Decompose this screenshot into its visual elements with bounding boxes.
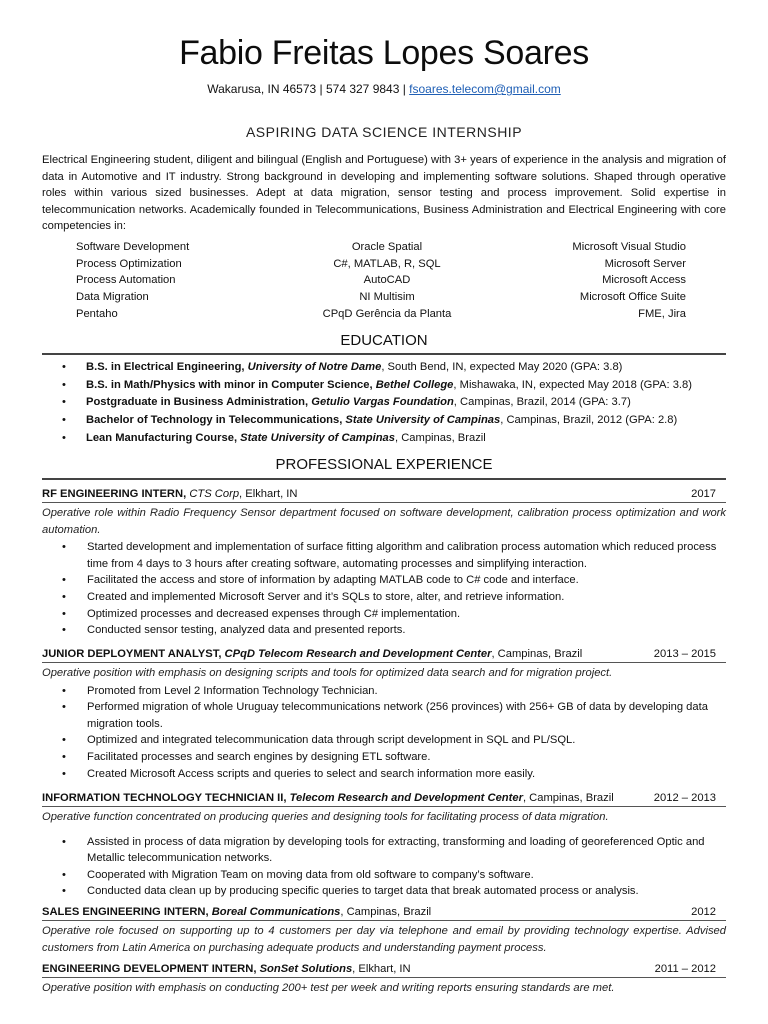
experience-divider [42, 478, 726, 480]
objective-heading: ASPIRING DATA SCIENCE INTERNSHIP [245, 124, 523, 140]
education-details: , Campinas, Brazil, 2014 (GPA: 3.7) [453, 396, 631, 409]
bullet-icon: • [62, 868, 66, 881]
competency-item: AutoCAD [363, 274, 411, 287]
degree: Bachelor of Technology in Telecommunications, [86, 414, 343, 427]
bullet-icon: • [62, 624, 66, 637]
job-description: Operative position with emphasis on designing scripts and tools for optimized data search and for migration project. [42, 667, 613, 679]
job-dates: 2012 – 2013 [653, 792, 716, 804]
job-dates: 2017 [691, 488, 716, 500]
job-bullet [42, 883, 726, 900]
job-description: Operative role within Radio Frequency Sensor department focused on software development, calibration process optimization and work automation. [42, 507, 726, 536]
bullet-text: Optimized and integrated telecommunication data through script development in SQL and PL/SQL. [87, 734, 576, 747]
job-title: ENGINEERING DEVELOPMENT INTERN, [42, 963, 257, 975]
competencies-middle-column [287, 239, 487, 323]
education-details: , Mishawaka, IN, expected May 2018 (GPA: 3.8) [453, 378, 692, 391]
job-bullet [42, 683, 726, 700]
job-bullets [42, 834, 726, 900]
job-bullets [42, 683, 726, 783]
degree: Lean Manufacturing Course, [86, 431, 238, 444]
competency-item: CPqD Gerência da Planta [322, 307, 452, 320]
degree: B.S. in Math/Physics with minor in Computer Science, [86, 378, 373, 391]
competency-item: C#, MATLAB, R, SQL [333, 257, 441, 270]
bullet-text: Cooperated with Migration Team on moving data from old software to company’s software. [87, 868, 534, 881]
job-title: INFORMATION TECHNOLOGY TECHNICIAN II, [42, 792, 287, 804]
education-item [42, 430, 726, 448]
job-description: Operative position with emphasis on conducting 200+ test per week and writing reports ensuring standards are met. [42, 982, 615, 994]
job-bullet [42, 539, 726, 572]
job-bullet [42, 622, 726, 639]
bullet-text: Conducted sensor testing, analyzed data and presented reports. [87, 624, 406, 637]
education-divider [42, 353, 726, 355]
competency-item: Microsoft Office Suite [579, 291, 686, 304]
bullet-text: Assisted in process of data migration by developing tools for extracting, transforming and loading of georeferenced Optic and Metallic telecommunication networks. [87, 835, 705, 865]
bullet-text: Promoted from Level 2 Information Technology Technician. [87, 684, 378, 697]
bullet-text: Created and implemented Microsoft Server and it’s SQLs to store, alter, and retrieve information. [87, 590, 565, 603]
education-details: , South Bend, IN, expected May 2020 (GPA: 3.8) [381, 361, 623, 373]
job-header [42, 962, 726, 978]
school: University of Notre Dame [247, 361, 382, 373]
competency-item: Microsoft Access [602, 274, 686, 287]
education-item [42, 394, 726, 412]
experience-heading: PROFESSIONAL EXPERIENCE [275, 456, 493, 473]
bullet-icon: • [62, 378, 66, 391]
job-bullet [42, 867, 726, 884]
education-item [42, 359, 726, 377]
bullet-text: Created Microsoft Access scripts and queries to select and search information more easily. [87, 767, 536, 780]
bullet-text: Performed migration of whole Uruguay telecommunications network (256 provinces) with 256+ GB of data by developing data migration tools. [87, 701, 708, 730]
job-location: , Elkhart, IN [352, 963, 411, 975]
bullet-icon: • [62, 590, 66, 603]
education-details: , Campinas, Brazil, 2012 (GPA: 2.8) [500, 414, 678, 427]
job-entry [42, 791, 726, 900]
job-dates: 2011 – 2012 [654, 963, 716, 975]
contact-line [0, 82, 768, 96]
bullet-icon: • [62, 767, 66, 780]
school: Getulio Vargas Foundation [311, 396, 454, 409]
job-description: Operative role focused on supporting up to 4 customers per day via telephone and email by providing technology expertise. Advised customers from Latin America on purchasing adequate products and understanding payment process. [42, 925, 726, 954]
job-bullets [42, 539, 726, 639]
job-location: , Elkhart, IN [239, 488, 298, 500]
competencies-right-column [572, 239, 686, 323]
job-bullet [42, 699, 726, 732]
job-bullet [42, 834, 726, 867]
competency-item: Oracle Spatial [351, 241, 423, 253]
degree: B.S. in Electrical Engineering, [86, 361, 245, 373]
company-name: Boreal Communications [211, 906, 341, 918]
bullet-icon: • [62, 541, 66, 554]
bullet-text: Started development and implementation of surface fitting algorithm and calibration process automation which reduced process time from 4 days to 3 hours after creating software, automating processes and simplifying interaction. [87, 541, 717, 570]
bullet-text: Optimized processes and decreased expenses through C# implementation. [87, 607, 461, 620]
competency-item: Data Migration [76, 291, 149, 304]
job-title: RF ENGINEERING INTERN, [42, 488, 187, 500]
professional-summary: Electrical Engineering student, diligent and bilingual (English and Portuguese) with 3+ years of experience in the analysis and migration of data in Automotive and IT industry. Strong background in developing and implementing software solutions. Shaped through operative roles within various sized businesses. Adept at data migration, sensor testing and process improvement. Solid expertise in telecommunication networks. Academically founded in Telecommunications, Business Administration and Electrical Engineering with core competencies in: [42, 154, 726, 233]
job-title: JUNIOR DEPLOYMENT ANALYST, [42, 648, 222, 660]
bullet-icon: • [62, 431, 66, 444]
competencies-left-column [76, 239, 189, 323]
job-header [42, 791, 726, 807]
job-bullet [42, 766, 726, 783]
company-name: CPqD Telecom Research and Development Center [224, 648, 492, 660]
competency-item: FME, Jira [638, 307, 686, 320]
competency-item: Microsoft Server [604, 257, 686, 270]
job-bullet [42, 572, 726, 589]
job-header [42, 647, 726, 663]
bullet-icon: • [62, 574, 66, 587]
job-title: SALES ENGINEERING INTERN, [42, 906, 209, 918]
job-dates: 2012 [691, 906, 716, 918]
bullet-text: Facilitated processes and search engines by designing ETL software. [87, 750, 431, 763]
job-entry [42, 905, 726, 956]
bullet-icon: • [62, 750, 66, 763]
email-link[interactable]: fsoares.telecom@gmail.com [409, 82, 561, 96]
job-location: , Campinas, Brazil [340, 906, 432, 918]
competency-item: Pentaho [76, 307, 118, 320]
contact-details: Wakarusa, IN 46573 | 574 327 9843 | [207, 82, 410, 96]
job-header [42, 905, 726, 921]
job-bullet [42, 589, 726, 606]
bullet-text: Facilitated the access and store of information by adapting MATLAB code to C# code and interface. [87, 574, 579, 587]
job-description: Operative function concentrated on producing queries and designing tools for facilitating process of data migration. [42, 811, 609, 823]
competency-item: NI Multisim [359, 291, 415, 304]
candidate-name: Fabio Freitas Lopes Soares [179, 34, 589, 72]
competency-item: Process Automation [76, 274, 176, 287]
job-location: , Campinas, Brazil [491, 648, 583, 660]
education-heading: EDUCATION [340, 332, 428, 349]
school: State University of Campinas [240, 431, 395, 444]
company-name: SonSet Solutions [259, 963, 353, 975]
bullet-icon: • [62, 701, 66, 714]
competency-item: Microsoft Visual Studio [572, 241, 686, 253]
bullet-icon: • [62, 734, 66, 747]
job-entry [42, 487, 726, 639]
school: State University of Campinas [345, 414, 501, 427]
job-bullet [42, 732, 726, 749]
job-entry [42, 647, 726, 782]
job-bullet [42, 606, 726, 623]
education-list [42, 359, 726, 448]
job-bullet [42, 749, 726, 766]
job-header [42, 487, 726, 503]
job-location: , Campinas, Brazil [522, 792, 614, 804]
bullet-icon: • [62, 361, 66, 373]
degree: Postgraduate in Business Administration, [86, 396, 309, 409]
bullet-icon: • [62, 396, 66, 409]
education-item [42, 412, 726, 430]
education-details: , Campinas, Brazil [394, 431, 486, 444]
bullet-icon: • [62, 607, 66, 620]
bullet-icon: • [62, 885, 66, 898]
job-dates: 2013 – 2015 [653, 648, 716, 660]
company-name: CTS Corp [189, 488, 240, 500]
job-entry [42, 962, 726, 997]
bullet-icon: • [62, 414, 66, 427]
school: Bethel College [375, 378, 454, 391]
company-name: Telecom Research and Development Center [289, 792, 523, 804]
bullet-icon: • [62, 684, 66, 697]
bullet-text: Conducted data clean up by producing specific queries to target data that break automated process or analysis. [87, 885, 639, 898]
competency-item: Software Development [76, 241, 190, 253]
competency-item: Process Optimization [76, 257, 182, 270]
bullet-icon: • [62, 835, 66, 848]
education-item [42, 377, 726, 395]
